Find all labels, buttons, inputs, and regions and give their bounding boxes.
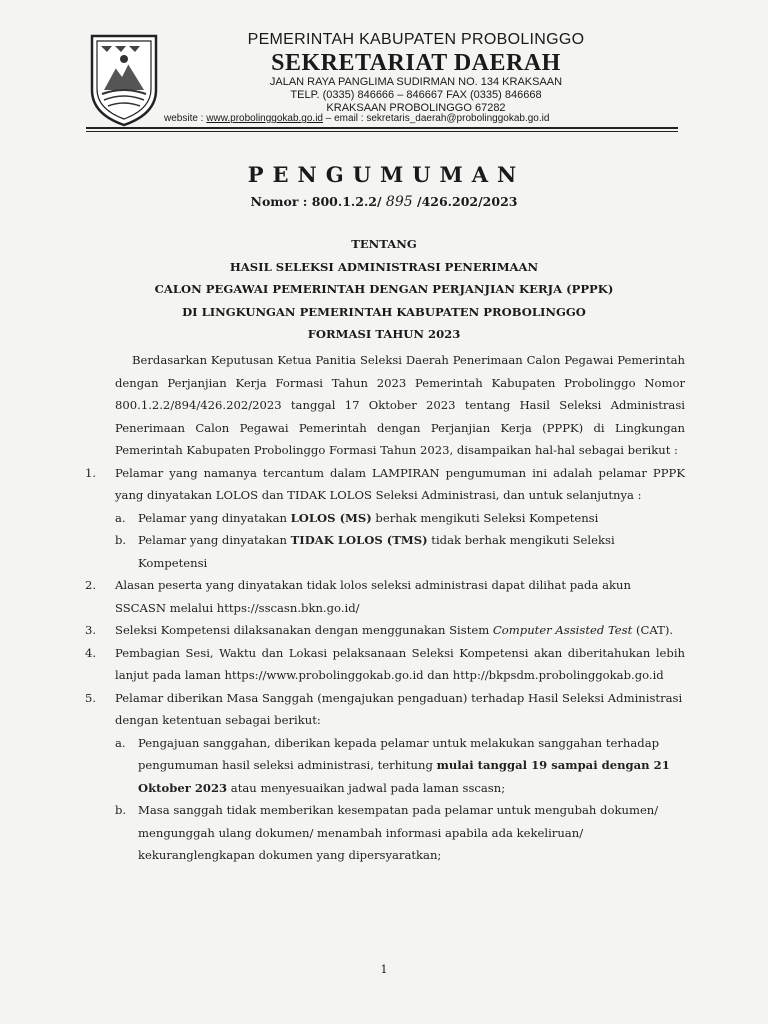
item-text bbox=[115, 619, 685, 642]
item-text: Pelamar diberikan Masa Sanggah (mengajukan pengaduan) terhadap Hasil Seleksi Administrasi dengan ketentuan sebagai berikut: bbox=[115, 690, 683, 727]
item-text-part: (CAT). bbox=[632, 623, 674, 637]
item-number: 4. bbox=[85, 645, 97, 660]
subject-line: HASIL SELEKSI ADMINISTRASI PENERIMAAN bbox=[229, 259, 539, 274]
sub-item bbox=[115, 799, 685, 867]
list-item bbox=[85, 687, 685, 867]
sub-item-text: Pengajuan sanggahan, diberikan kepada pelamar untuk melakukan sanggahan terhadap pengumuman hasil seleksi administrasi, terhitung bbox=[138, 735, 660, 772]
announcement-number bbox=[0, 194, 768, 210]
sub-item bbox=[115, 529, 685, 574]
office-city: KRAKSAAN PROBOLINGGO 67282 bbox=[326, 102, 506, 114]
number-prefix: Nomor : 800.1.2.2/ bbox=[250, 194, 386, 209]
sub-item-letter: b. bbox=[115, 803, 127, 817]
item-text-italic: Computer Assisted Test bbox=[492, 623, 633, 637]
number-handwritten: 895 bbox=[385, 194, 413, 210]
announcement-title: PENGUMUMAN bbox=[247, 162, 526, 187]
sub-item-letter: a. bbox=[115, 510, 126, 525]
sub-item-bold: LOLOS (MS) bbox=[290, 510, 372, 525]
subject-line: TENTANG bbox=[351, 237, 417, 251]
announcement-body bbox=[85, 349, 685, 867]
subject-line: DI LINGKUNGAN PEMERINTAH KABUPATEN PROBOLINGGO bbox=[182, 304, 586, 319]
item-text: Pembagian Sesi, Waktu dan Lokasi pelaksanaan Seleksi Kompetensi akan diberitahukan lebih lanjut pada laman https://www.probolinggokab.go.id dan http://bkpsdm.probolinggokab.go.id bbox=[115, 645, 685, 682]
subject-line: CALON PEGAWAI PEMERINTAH DENGAN PERJANJIAN KERJA (PPPK) bbox=[154, 282, 614, 296]
list-item bbox=[85, 574, 685, 619]
government-name: PEMERINTAH KABUPATEN PROBOLINGGO bbox=[247, 31, 585, 48]
sub-item-text: berhak mengikuti Seleksi Kompetensi bbox=[371, 510, 599, 525]
sub-item bbox=[115, 732, 685, 800]
sub-item-text: Masa sanggah tidak memberikan kesempatan pada pelamar untuk mengubah dokumen/ mengunggah ulang dokumen/ menambah informasi apabila ada kekeliruan/ kekuranglengkapan dokumen yang dipersyaratkan; bbox=[138, 803, 659, 862]
list-item bbox=[85, 619, 685, 642]
intro-paragraph: Berdasarkan Keputusan Ketua Panitia Seleksi Daerah Penerimaan Calon Pegawai Pemerintah dengan Perjanjian Kerja Formasi Tahun 2023 Pemerintah Kabupaten Probolinggo Nomor 800.1.2.2/894/426.202/2023 tanggal 17 Oktober 2023 tentang Hasil Seleksi Administrasi Penerimaan Calon Pegawai Pemerintah dengan Perjanjian Kerja (PPPK) di Lingkungan Pemerintah Kabupaten Probolinggo Formasi Tahun 2023, disampaikan hal-hal sebagai berikut : bbox=[115, 353, 685, 457]
page-number: 1 bbox=[380, 963, 388, 976]
list-item bbox=[85, 642, 685, 687]
website-label: website : bbox=[164, 113, 207, 124]
sub-item-text: Pelamar yang dinyatakan bbox=[138, 533, 291, 547]
sub-item-letter: b. bbox=[115, 533, 127, 547]
letterhead-rule-thick bbox=[86, 127, 678, 129]
regency-crest-icon bbox=[86, 32, 162, 128]
office-name: SEKRETARIAT DAERAH bbox=[271, 50, 561, 76]
email-link[interactable]: sekretaris_daerah@probolinggokab.go.id bbox=[366, 113, 550, 124]
sub-item bbox=[115, 507, 685, 530]
letterhead-text bbox=[166, 30, 666, 115]
item-text: Pelamar yang namanya tercantum dalam LAMPIRAN pengumuman ini adalah pelamar PPPK yang dinyatakan LOLOS dan TIDAK LOLOS Seleksi Administrasi, dan untuk selanjutnya : bbox=[115, 465, 685, 502]
office-address: JALAN RAYA PANGLIMA SUDIRMAN NO. 134 KRAKSAAN bbox=[269, 76, 563, 88]
sub-item-letter: a. bbox=[115, 735, 126, 750]
list-item bbox=[85, 462, 685, 575]
subject-line: FORMASI TAHUN 2023 bbox=[307, 327, 461, 341]
sub-item-text: atau menyesuaikan jadwal pada laman sscasn; bbox=[227, 780, 506, 795]
item-number: 3. bbox=[85, 623, 97, 637]
item-number: 1. bbox=[85, 465, 97, 480]
website-link[interactable]: www.probolinggokab.go.id bbox=[206, 113, 323, 124]
item-text-part: Seleksi Kompetensi dilaksanakan dengan menggunakan Sistem bbox=[115, 623, 493, 637]
item-number: 2. bbox=[85, 578, 97, 592]
contact-line bbox=[164, 113, 549, 124]
letterhead-rule-thin bbox=[86, 131, 678, 132]
email-label: – email : bbox=[323, 113, 367, 124]
item-text: Alasan peserta yang dinyatakan tidak lolos seleksi administrasi dapat dilihat pada akun SSCASN melalui https://sscasn.bkn.go.id/ bbox=[115, 578, 631, 615]
sub-item-text: Pelamar yang dinyatakan bbox=[138, 510, 291, 525]
announcement-subject bbox=[0, 233, 768, 346]
sub-item-text: tidak berhak mengikuti Seleksi Kompetensi bbox=[138, 533, 615, 570]
sub-item-bold: mulai tanggal 19 sampai dengan 21 Oktober 2023 bbox=[138, 758, 670, 795]
item-number: 5. bbox=[85, 690, 97, 705]
sub-item-bold: TIDAK LOLOS (TMS) bbox=[290, 533, 428, 547]
office-phone: TELP. (0335) 846666 – 846667 FAX (0335) 846668 bbox=[290, 89, 542, 101]
number-suffix: /426.202/2023 bbox=[412, 194, 518, 209]
